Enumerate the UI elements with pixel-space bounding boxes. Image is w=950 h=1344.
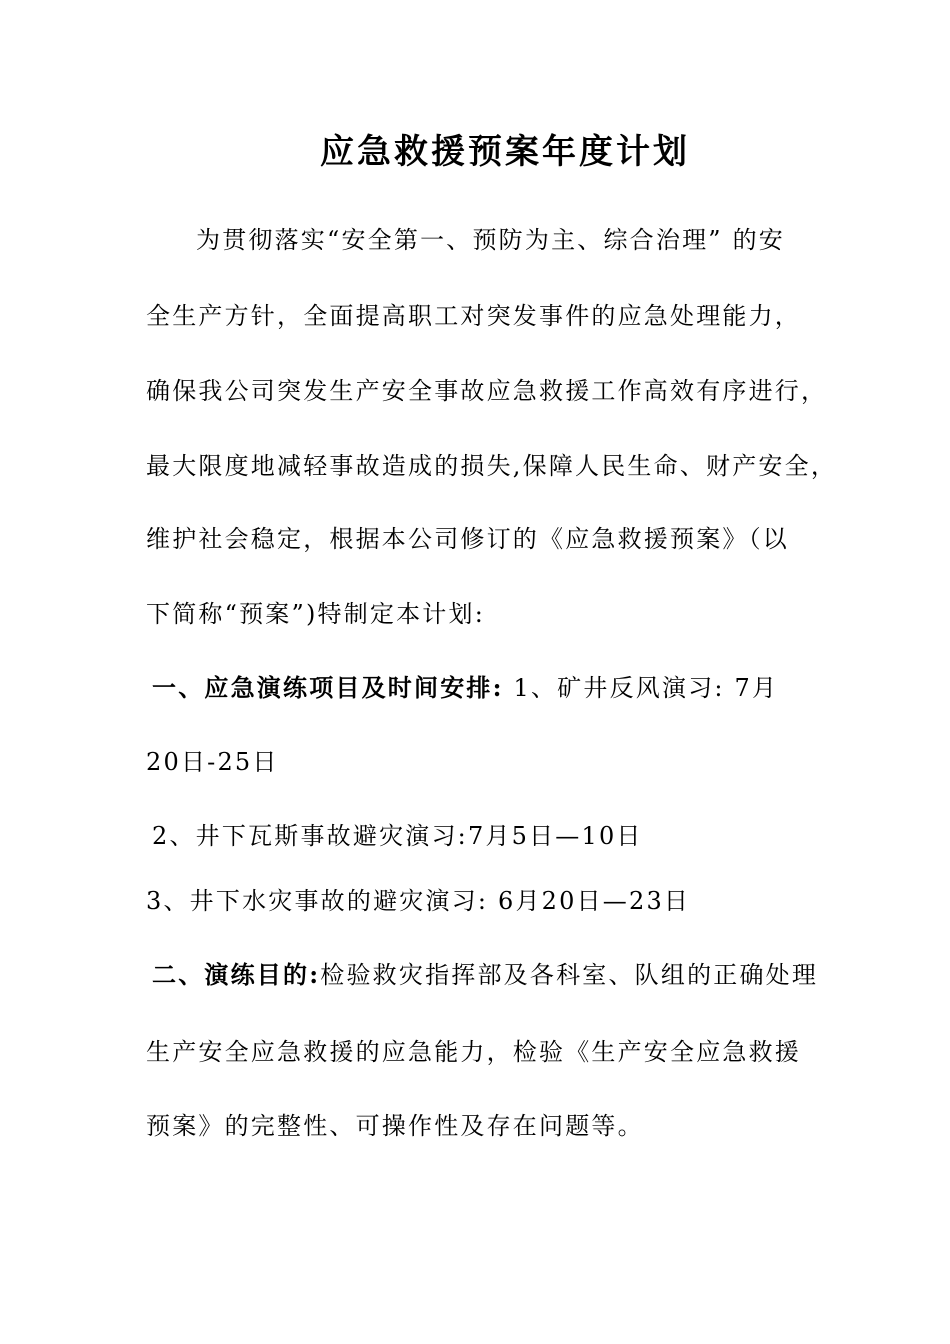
section2-line-2: 生产安全应急救援的应急能力，检验《生产安全应急救援 xyxy=(146,1038,801,1066)
intro-line-6: 下简称“预案”)特制定本计划: xyxy=(146,600,485,628)
intro-line-2: 全生产方针，全面提高职工对突发事件的应急处理能力， xyxy=(146,302,801,330)
intro-line-3: 确保我公司突发生产安全事故应急救援工作高效有序进行， xyxy=(146,377,828,405)
intro-line-1: 为贯彻落实“安全第一、预防为主、综合治理” 的安 xyxy=(196,226,785,254)
section2-heading: 二、演练目的: xyxy=(152,960,321,989)
section2-text: 检验救灾指挥部及各科室、队组的正确处理 xyxy=(320,961,819,989)
section1-item1: 1、矿井反风演习: 7月 xyxy=(503,674,779,702)
intro-line-5: 维护社会稳定，根据本公司修订的《应急救援预案》（以 xyxy=(146,525,789,553)
document-title: 应急救援预案年度计划 xyxy=(320,132,690,172)
section1-heading: 一、应急演练项目及时间安排: xyxy=(152,673,504,702)
intro-line-4: 最大限度地减轻事故造成的损失,保障人民生命、财产安全， xyxy=(146,452,838,480)
section2-line-1 xyxy=(152,958,818,992)
section1-item3: 3、井下水灾事故的避灾演习: 6月20日—23日 xyxy=(146,887,691,915)
section1-line xyxy=(152,671,778,705)
section1-item1-continued: 20日-25日 xyxy=(146,748,279,776)
section2-line-3: 预案》的完整性、可操作性及存在问题等。 xyxy=(146,1112,644,1140)
section1-item2: 2、井下瓦斯事故避灾演习:7月5日—10日 xyxy=(152,822,643,850)
